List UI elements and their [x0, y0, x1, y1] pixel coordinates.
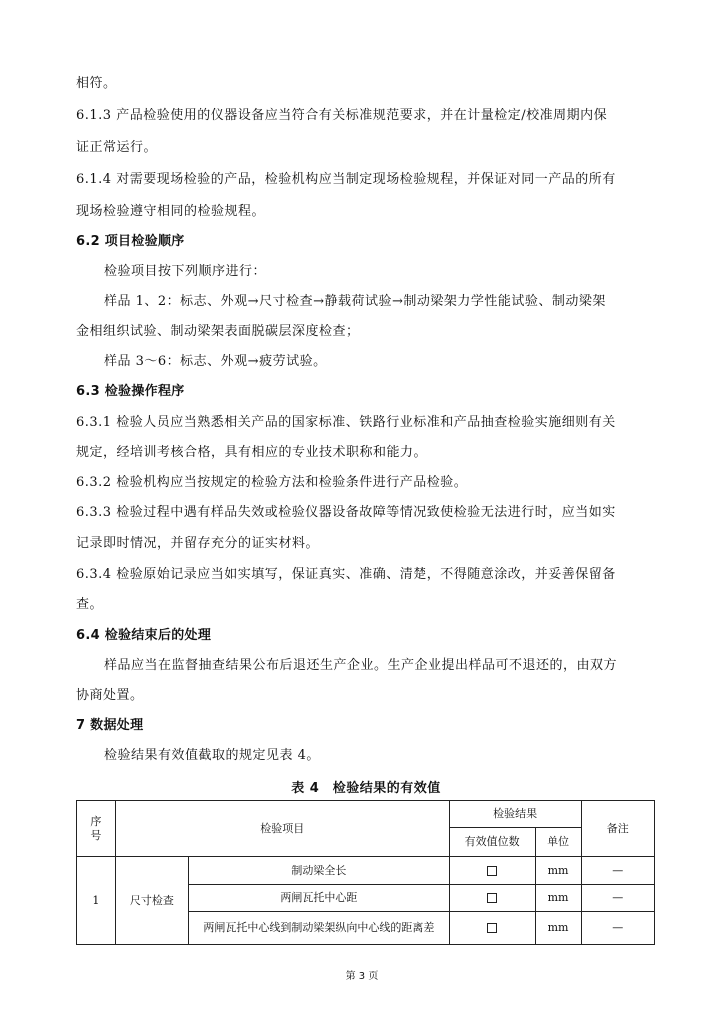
header-item: 检验项目: [115, 801, 449, 857]
table-caption: 表 4 检验结果的有效值: [291, 781, 441, 796]
digits-cell: [449, 857, 535, 885]
section-heading-7: 7 数据处理: [76, 718, 144, 733]
row-item-name: 制动梁全长: [189, 857, 450, 885]
results-table: [76, 800, 655, 945]
paragraph-line: 相符。: [76, 76, 117, 91]
paragraph-line: 6.1.3 产品检验使用的仪器设备应当符合有关标准规范要求，并在计量检定/校准周期内保: [76, 108, 608, 123]
checkbox-square-icon: [487, 866, 497, 876]
section-heading-6-4: 6.4 检验结束后的处理: [76, 628, 212, 643]
header-unit: 单位: [535, 828, 581, 857]
paragraph-line: 6.3.4 检验原始记录应当如实填写，保证真实、准确、清楚，不得随意涂改，并妥善保留备: [76, 567, 616, 582]
paragraph-line: 样品应当在监督抽查结果公布后退还生产企业。生产企业提出样品可不退还的，由双方: [104, 658, 618, 673]
header-result: 检验结果: [449, 801, 581, 828]
paragraph-line: 检验结果有效值截取的规定见表 4。: [104, 748, 320, 763]
row-note: —: [581, 885, 654, 912]
paragraph-line: 证正常运行。: [76, 140, 158, 155]
section-heading-6-2: 6.2 项目检验顺序: [76, 234, 185, 249]
paragraph-line: 规定，经培训考核合格，具有相应的专业技术职称和能力。: [76, 445, 428, 460]
section-heading-6-3: 6.3 检验操作程序: [76, 384, 185, 399]
paragraph-line: 现场检验遵守相同的检验规程。: [76, 204, 266, 219]
header-digits: 有效值位数: [449, 828, 535, 857]
header-note: 备注: [581, 801, 654, 857]
row-category: 尺寸检查: [115, 857, 188, 945]
row-unit: mm: [535, 912, 581, 945]
paragraph-line: 协商处置。: [76, 688, 144, 703]
paragraph-line: 记录即时情况，并留存充分的证实材料。: [76, 536, 320, 551]
paragraph-line: 6.3.3 检验过程中遇有样品失效或检验仪器设备故障等情况致使检验无法进行时，应当如实: [76, 505, 616, 520]
checkbox-square-icon: [487, 923, 497, 933]
paragraph-line: 样品 3～6：标志、外观→疲劳试验。: [104, 354, 327, 369]
digits-cell: [449, 912, 535, 945]
row-seq: 1: [77, 857, 116, 945]
paragraph-line: 6.3.2 检验机构应当按规定的检验方法和检验条件进行产品检验。: [76, 475, 468, 490]
paragraph-line: 样品 1、2：标志、外观→尺寸检查→静载荷试验→制动梁架力学性能试验、制动梁架: [104, 294, 606, 309]
paragraph-line: 6.3.1 检验人员应当熟悉相关产品的国家标准、铁路行业标准和产品抽查检验实施细则有关: [76, 415, 616, 430]
row-item-name: 两闸瓦托中心距: [189, 885, 450, 912]
row-unit: mm: [535, 857, 581, 885]
digits-cell: [449, 885, 535, 912]
paragraph-line: 检验项目按下列顺序进行：: [104, 264, 267, 279]
paragraph-line: 金相组织试验、制动梁架表面脱碳层深度检查；: [76, 324, 360, 339]
row-item-name: 两闸瓦托中心线到制动梁架纵向中心线的距离差: [189, 912, 450, 945]
row-note: —: [581, 912, 654, 945]
page-number: 第 3 页: [345, 971, 379, 982]
row-unit: mm: [535, 885, 581, 912]
paragraph-line: 查。: [76, 597, 104, 612]
row-note: —: [581, 857, 654, 885]
paragraph-line: 6.1.4 对需要现场检验的产品，检验机构应当制定现场检验规程，并保证对同一产品的所有: [76, 172, 616, 187]
checkbox-square-icon: [487, 893, 497, 903]
header-seq: 序号: [77, 801, 116, 857]
